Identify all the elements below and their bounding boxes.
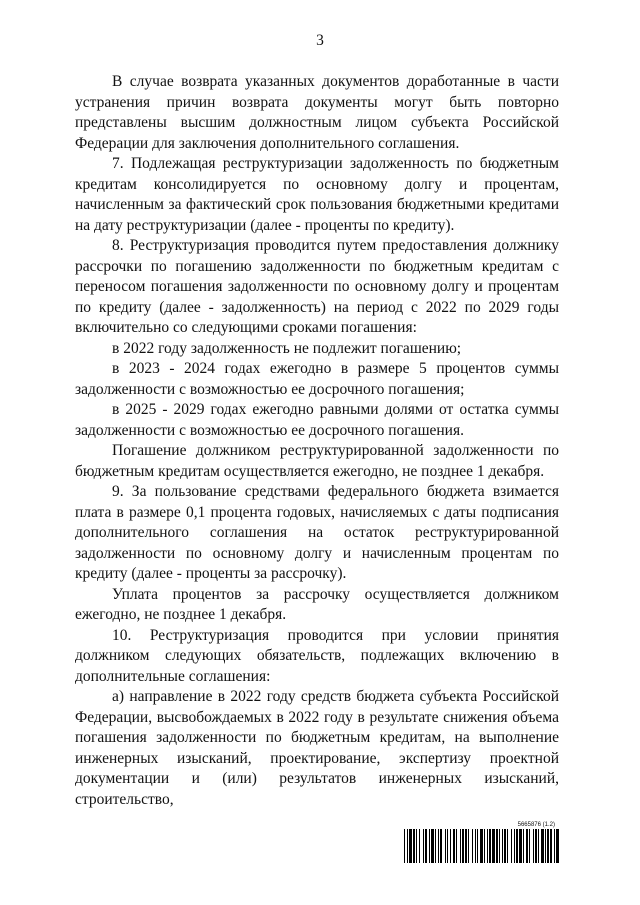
- barcode-bar: [438, 829, 439, 863]
- barcode-bar: [516, 829, 518, 863]
- barcode-bar: [480, 829, 483, 863]
- barcode-bar: [519, 829, 522, 863]
- paragraph-2025-2029-term: в 2025 - 2029 годах ежегодно равными долями от остатка суммы задолженности с возможностью ее досрочного погашения.: [75, 401, 559, 439]
- barcode-bar: [435, 829, 436, 863]
- barcode-bar: [526, 829, 528, 863]
- barcode-bar: [514, 829, 515, 863]
- paragraph-2023-2024-term: в 2023 - 2024 годах ежегодно в размере 5 процентов суммы задолженности с возможностью ее досрочного погашения;: [75, 360, 559, 398]
- paragraph-item-7: 7. Подлежащая реструктуризации задолженность по бюджетным кредитам консолидируется по основному долгу и процентам, начисленным за фактический срок пользования бюджетными кредитами на дату реструктуризации (далее - проценты по кредиту).: [75, 155, 559, 234]
- barcode-bar: [425, 829, 427, 863]
- paragraph-repayment-deadline: Погашение должником реструктурированной задолженности по бюджетным кредитам осуществляется ежегодно, не позднее 1 декабря.: [75, 442, 559, 480]
- barcode: [404, 822, 559, 863]
- page-number: 3: [316, 32, 324, 49]
- barcode-bar: [475, 829, 476, 863]
- barcode-bar: [431, 829, 434, 863]
- barcode-image: [404, 829, 559, 863]
- paragraph-item-8: 8. Реструктуризация проводится путем предоставления должнику рассрочки по погашению задолженности по бюджетным кредитам с переносом погашения задолженности по основному долгу и процентам по кредиту (далее - задолженность) на период с 2022 по 2029 годы включительно со следующими сроками погашения:: [75, 237, 559, 336]
- barcode-bar: [404, 829, 405, 863]
- barcode-bar: [523, 829, 524, 863]
- barcode-bar: [419, 829, 420, 863]
- barcode-bar: [456, 829, 457, 863]
- paragraph-item-10a: а) направление в 2022 году средств бюджета субъекта Российской Федерации, высвобождаемых в 2022 году в результате снижения объема погашения задолженности по бюджетным кредитам, на выполнение инженерных изысканий, проектирование, экспертизу проектной документации и (или) результатов инженерных изысканий, строительство,: [75, 688, 559, 808]
- barcode-bar: [538, 829, 539, 863]
- paragraph-item-9: 9. За пользование средствами федерального бюджета взимается плата в размере 0,1 процента годовых, начисляемых с даты подписания дополнительного соглашения на остаток реструктурированной задолженности по основному долгу и начисленным процентам по кредиту (далее - проценты за рассрочку).: [75, 483, 559, 582]
- barcode-bar: [453, 829, 455, 863]
- barcode-bar: [445, 829, 446, 863]
- barcode-bar: [511, 829, 512, 863]
- barcode-bar: [533, 829, 534, 863]
- barcode-label: 5665876 (1.2): [517, 822, 555, 828]
- barcode-bar: [499, 829, 500, 863]
- paragraph-return-of-documents: В случае возврата указанных документов доработанные в части устранения причин возврата документы могут быть повторно представлены высшим должностным лицом субъекта Российской Федерации для заключения дополнительного соглашения.: [75, 73, 559, 152]
- barcode-bar: [450, 829, 451, 863]
- barcode-bar: [547, 829, 549, 863]
- barcode-bar: [440, 829, 442, 863]
- barcode-bar: [477, 829, 478, 863]
- barcode-bar: [462, 829, 464, 863]
- barcode-bar: [489, 829, 491, 863]
- paragraph-item-10: 10. Реструктуризация проводится при условии принятия должником следующих обязательств, подлежащих включению в дополнительные соглашения:: [75, 626, 559, 685]
- barcode-bar: [550, 829, 552, 863]
- barcode-bar: [409, 829, 412, 863]
- barcode-bar: [484, 829, 485, 863]
- barcode-bar: [556, 829, 559, 863]
- barcode-bar: [535, 829, 537, 863]
- barcode-bar: [529, 829, 530, 863]
- barcode-bar: [413, 829, 415, 863]
- barcode-bar: [468, 829, 469, 863]
- barcode-bar: [429, 829, 430, 863]
- barcode-bar: [545, 829, 546, 863]
- barcode-bar: [407, 829, 408, 863]
- barcode-bar: [472, 829, 473, 863]
- barcode-bar: [460, 829, 461, 863]
- barcode-bar: [502, 829, 503, 863]
- paragraph-2022-term: в 2022 году задолженность не подлежит погашению;: [112, 339, 462, 357]
- paragraph-interest-payment: Уплата процентов за рассрочку осуществляется должником ежегодно, не позднее 1 декабря.: [75, 585, 559, 623]
- barcode-bar: [487, 829, 488, 863]
- barcode-bar: [447, 829, 448, 863]
- barcode-bar: [507, 829, 508, 863]
- barcode-bar: [416, 829, 417, 863]
- barcode-bar: [504, 829, 506, 863]
- barcode-bar: [492, 829, 495, 863]
- barcode-bar: [496, 829, 498, 863]
- document-body: [75, 72, 559, 810]
- barcode-bar: [554, 829, 555, 863]
- barcode-bar: [465, 829, 467, 863]
- barcode-bar: [423, 829, 424, 863]
- barcode-bar: [541, 829, 544, 863]
